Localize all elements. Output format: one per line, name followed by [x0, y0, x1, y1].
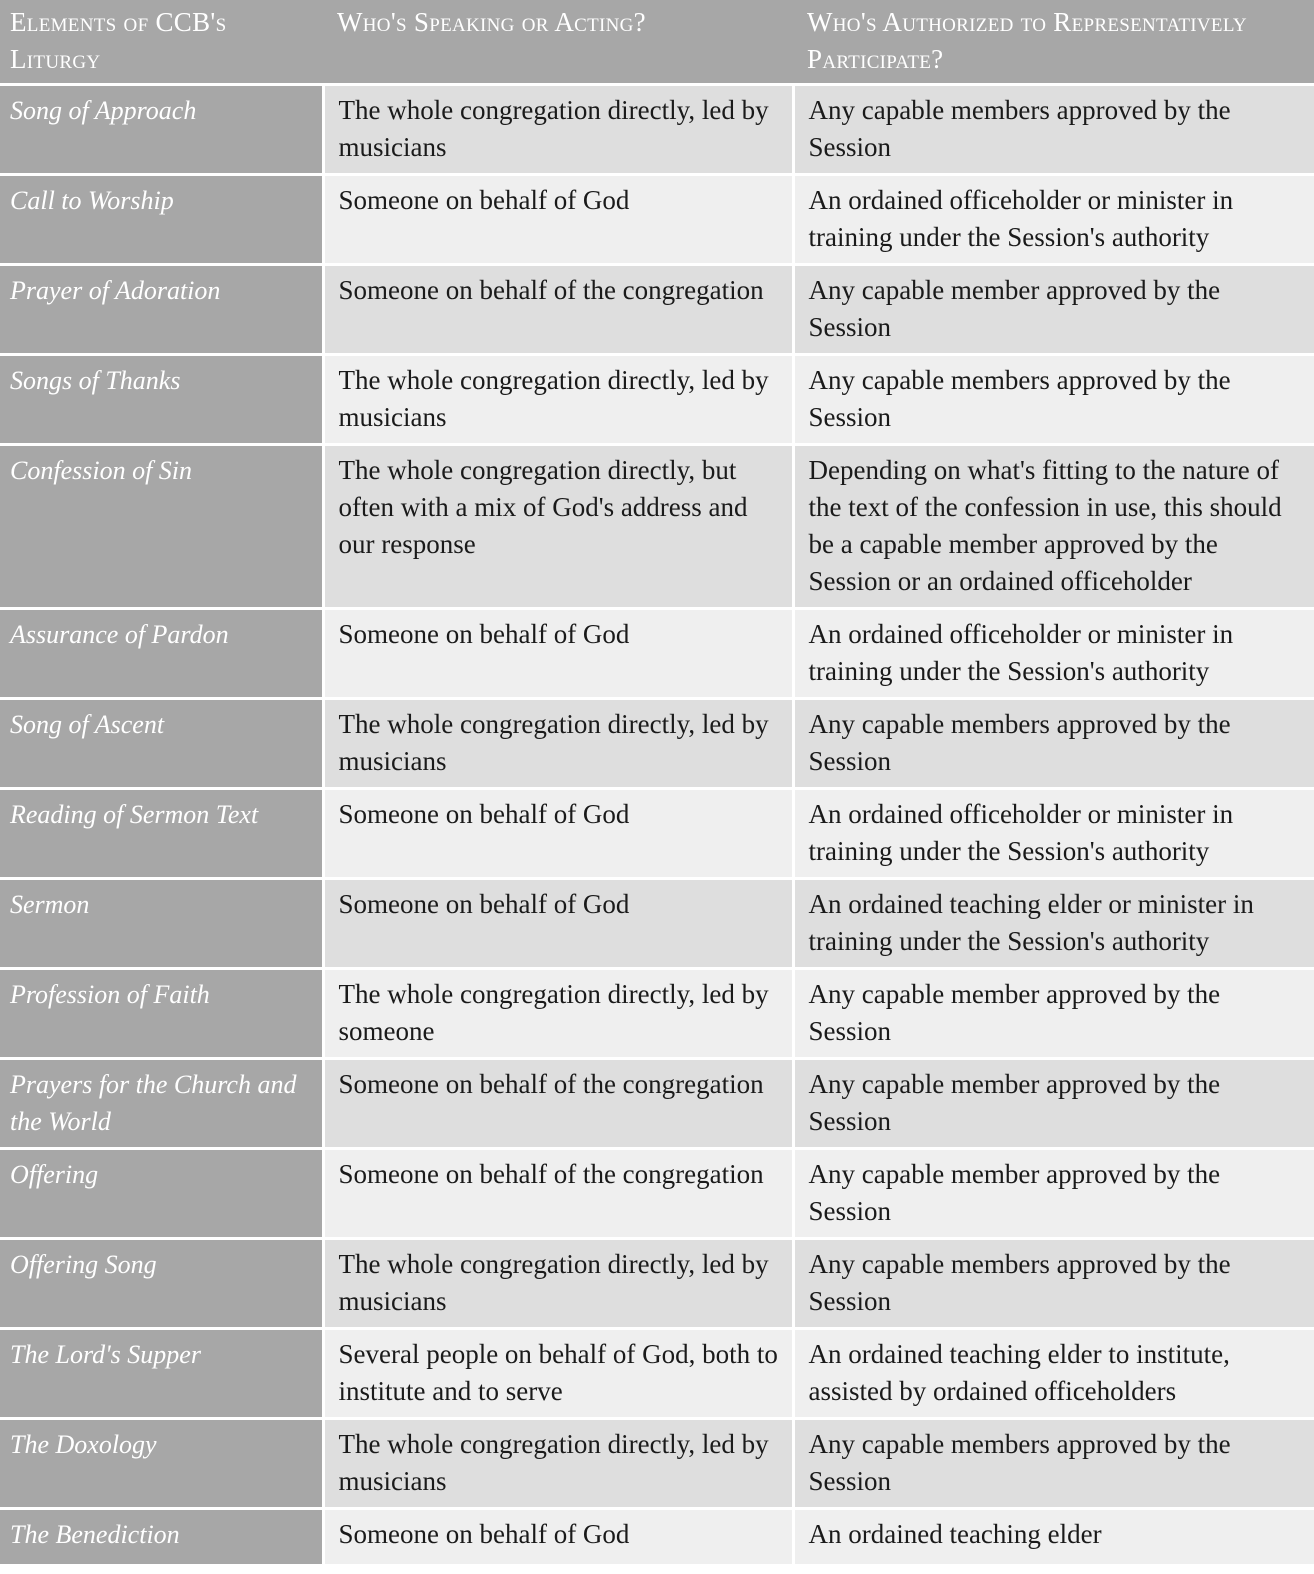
- header-authorized: Who's Authorized to Representatively Participate?: [793, 0, 1314, 84]
- table-row: [0, 968, 1314, 1058]
- table-row: [0, 1508, 1314, 1564]
- authorized-cell: Any capable members approved by the Session: [793, 354, 1314, 444]
- table-row: [0, 1058, 1314, 1148]
- element-cell: Confession of Sin: [0, 444, 323, 608]
- who-cell: Someone on behalf of God: [323, 788, 793, 878]
- table-row: [0, 354, 1314, 444]
- authorized-cell: An ordained officeholder or minister in training under the Session's authority: [793, 788, 1314, 878]
- element-cell: Reading of Sermon Text: [0, 788, 323, 878]
- table-row: [0, 1418, 1314, 1508]
- who-cell: Someone on behalf of the congregation: [323, 1058, 793, 1148]
- authorized-cell: Any capable member approved by the Session: [793, 264, 1314, 354]
- element-cell: The Lord's Supper: [0, 1328, 323, 1418]
- table-row: [0, 698, 1314, 788]
- element-cell: Sermon: [0, 878, 323, 968]
- table-row: [0, 878, 1314, 968]
- element-cell: The Doxology: [0, 1418, 323, 1508]
- table-row: [0, 608, 1314, 698]
- element-cell: Offering: [0, 1148, 323, 1238]
- authorized-cell: Any capable members approved by the Session: [793, 84, 1314, 174]
- authorized-cell: Any capable member approved by the Session: [793, 1148, 1314, 1238]
- element-cell: Prayers for the Church and the World: [0, 1058, 323, 1148]
- element-cell: Song of Approach: [0, 84, 323, 174]
- authorized-cell: Any capable member approved by the Session: [793, 1058, 1314, 1148]
- header-element: Elements of CCB's Liturgy: [0, 0, 323, 84]
- element-cell: Songs of Thanks: [0, 354, 323, 444]
- who-cell: The whole congregation directly, led by musicians: [323, 1418, 793, 1508]
- element-cell: The Benediction: [0, 1508, 323, 1564]
- table-row: [0, 1238, 1314, 1328]
- table-row: [0, 788, 1314, 878]
- authorized-cell: Any capable members approved by the Session: [793, 1418, 1314, 1508]
- who-cell: The whole congregation directly, led by musicians: [323, 698, 793, 788]
- authorized-cell: An ordained teaching elder to institute, assisted by ordained officeholders: [793, 1328, 1314, 1418]
- who-cell: The whole congregation directly, led by someone: [323, 968, 793, 1058]
- element-cell: Prayer of Adoration: [0, 264, 323, 354]
- authorized-cell: An ordained teaching elder: [793, 1508, 1314, 1564]
- element-cell: Call to Worship: [0, 174, 323, 264]
- who-cell: Someone on behalf of God: [323, 1508, 793, 1564]
- header-who: Who's Speaking or Acting?: [323, 0, 793, 84]
- header-row: [0, 0, 1314, 84]
- element-cell: Assurance of Pardon: [0, 608, 323, 698]
- who-cell: The whole congregation directly, led by musicians: [323, 1238, 793, 1328]
- who-cell: Someone on behalf of God: [323, 878, 793, 968]
- authorized-cell: An ordained officeholder or minister in training under the Session's authority: [793, 174, 1314, 264]
- authorized-cell: An ordained teaching elder or minister in training under the Session's authority: [793, 878, 1314, 968]
- who-cell: Several people on behalf of God, both to institute and to serve: [323, 1328, 793, 1418]
- element-cell: Profession of Faith: [0, 968, 323, 1058]
- who-cell: The whole congregation directly, but often with a mix of God's address and our response: [323, 444, 793, 608]
- table-row: [0, 1328, 1314, 1418]
- authorized-cell: Any capable members approved by the Session: [793, 698, 1314, 788]
- who-cell: The whole congregation directly, led by musicians: [323, 84, 793, 174]
- table-row: [0, 264, 1314, 354]
- authorized-cell: Any capable members approved by the Session: [793, 1238, 1314, 1328]
- table-row: [0, 174, 1314, 264]
- who-cell: Someone on behalf of the congregation: [323, 1148, 793, 1238]
- table-row: [0, 444, 1314, 608]
- who-cell: Someone on behalf of God: [323, 608, 793, 698]
- table-row: [0, 1148, 1314, 1238]
- who-cell: The whole congregation directly, led by musicians: [323, 354, 793, 444]
- who-cell: Someone on behalf of God: [323, 174, 793, 264]
- who-cell: Someone on behalf of the congregation: [323, 264, 793, 354]
- element-cell: Song of Ascent: [0, 698, 323, 788]
- authorized-cell: Any capable member approved by the Session: [793, 968, 1314, 1058]
- authorized-cell: Depending on what's fitting to the nature of the text of the confession in use, this should be a capable member approved by the Session or an ordained officeholder: [793, 444, 1314, 608]
- authorized-cell: An ordained officeholder or minister in training under the Session's authority: [793, 608, 1314, 698]
- table-row: [0, 84, 1314, 174]
- element-cell: Offering Song: [0, 1238, 323, 1328]
